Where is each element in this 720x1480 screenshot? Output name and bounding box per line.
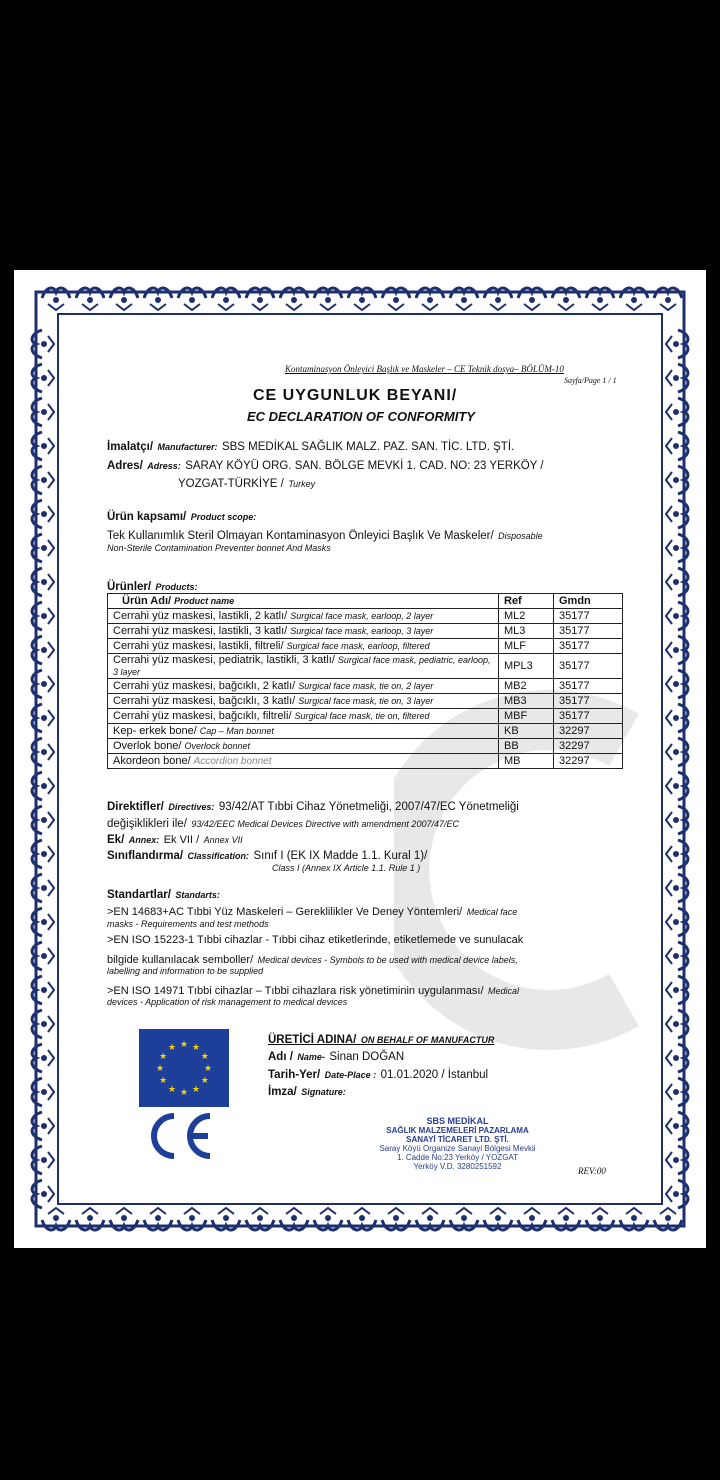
products-label: Ürünler/ xyxy=(107,581,152,593)
border-ornament xyxy=(518,288,546,310)
product-ref-cell: ML3 xyxy=(499,624,554,639)
stamp-line-1: SBS MEDİKAL xyxy=(426,1116,489,1126)
header-page: Sayfa/Page 1 / 1 xyxy=(564,376,617,385)
standard-2-en-b: labelling and information to be supplied xyxy=(107,966,264,976)
stamp-line-4: Saray Köyü Organize Sanayi Bölgesi Mevkii xyxy=(379,1144,536,1153)
address-line2-en: Turkey xyxy=(288,479,316,489)
eu-star-icon: ★ xyxy=(167,1042,177,1053)
border-ornament xyxy=(666,636,688,664)
border-ornament xyxy=(76,288,104,310)
table-row xyxy=(108,724,623,739)
eu-star-icon: ★ xyxy=(191,1042,201,1053)
product-name-tr: Cerrahi yüz maskesi, bağcıklı, 2 katlı/ xyxy=(113,680,296,692)
border-ornament xyxy=(32,1078,54,1106)
standard-2b: bilgide kullanılacak semboller/ xyxy=(107,954,254,966)
product-name-cell xyxy=(108,639,499,654)
annex-value-en: Annex VII xyxy=(203,835,243,845)
manufacturer-label-en: Manufacturer: xyxy=(157,442,218,452)
border-ornament xyxy=(666,534,688,562)
border-ornament xyxy=(666,330,688,358)
products-table xyxy=(107,593,623,769)
product-gmdn-cell: 35177 xyxy=(554,639,623,654)
product-name-tr: Cerrahi yüz maskesi, lastikli, filtreli/ xyxy=(113,640,284,652)
product-name-tr: Cerrahi yüz maskesi, pediatrik, lastikli, 3 katlı/ xyxy=(113,654,335,666)
border-ornament xyxy=(32,840,54,868)
border-ornament xyxy=(32,670,54,698)
standard-1-en-b: masks - Requirements and test methods xyxy=(107,919,269,929)
border-ornament xyxy=(178,288,206,310)
eu-star-icon: ★ xyxy=(179,1039,189,1049)
manufacturer-value: SBS MEDİKAL SAĞLIK MALZ. PAZ. SAN. TİC. LTD. ŞTİ. xyxy=(221,441,515,453)
product-name-en: Surgical face mask, earloop, filtered xyxy=(286,641,430,651)
page-subtitle: EC DECLARATION OF CONFORMITY xyxy=(247,409,475,424)
border-ornament xyxy=(666,466,688,494)
company-stamp-icon xyxy=(360,1116,555,1171)
product-name-tr: Cerrahi yüz maskesi, bağcıklı, 3 katlı/ xyxy=(113,695,296,707)
border-ornament xyxy=(212,1208,240,1230)
border-ornament xyxy=(32,398,54,426)
signoff-title-en: ON BEHALF OF MANUFACTUR xyxy=(360,1035,495,1045)
eu-star-icon: ★ xyxy=(200,1075,209,1085)
eu-star-icon: ★ xyxy=(191,1083,201,1094)
product-ref-cell: ML2 xyxy=(499,609,554,624)
annex-value: Ek VII / xyxy=(163,834,200,846)
signature-label-en: Signature: xyxy=(301,1087,346,1097)
border-ornament xyxy=(654,288,682,310)
col-gmdn: Gmdn xyxy=(554,594,623,609)
standards-label-en: Standarts: xyxy=(175,890,220,900)
standard-1-tr: >EN 14683+AC Tıbbi Yüz Maskeleri – Gereklilikler Ve Deney Yöntemleri/ xyxy=(107,906,463,918)
classification-line xyxy=(107,846,427,864)
border-ornament xyxy=(32,874,54,902)
address-line xyxy=(107,456,544,474)
border-ornament xyxy=(484,1208,512,1230)
border-ornament xyxy=(212,288,240,310)
border-ornament xyxy=(32,364,54,392)
border-ornament xyxy=(654,1208,682,1230)
border-ornament xyxy=(280,288,308,310)
product-name-en: Cap – Man bonnet xyxy=(199,726,274,736)
border-ornament xyxy=(32,976,54,1004)
border-ornament xyxy=(42,288,70,310)
standard-2-tr: >EN ISO 15223-1 Tıbbi cihazlar - Tıbbi cihaz etiketlerinde, etiketlemede ve sunulacak xyxy=(107,934,524,946)
table-header-row xyxy=(108,594,623,609)
eu-flag-icon xyxy=(139,1029,229,1107)
product-ref-cell: KB xyxy=(499,724,554,739)
date-value: 01.01.2020 / İstanbul xyxy=(380,1069,489,1081)
product-ref-cell: MLF xyxy=(499,639,554,654)
standard-3-en-a: Medical xyxy=(487,986,519,996)
date-label: Tarih-Yer/ xyxy=(268,1069,321,1081)
eu-star-icon: ★ xyxy=(167,1083,177,1094)
product-name-cell xyxy=(108,654,499,679)
product-name-cell xyxy=(108,739,499,754)
product-gmdn-cell: 35177 xyxy=(554,679,623,694)
border-ornament xyxy=(246,288,274,310)
border-ornament xyxy=(666,602,688,630)
name-value: Sinan DOĞAN xyxy=(329,1051,405,1063)
scope-text xyxy=(107,526,543,544)
address-line1: SARAY KÖYÜ ORG. SAN. BÖLGE MEVKİ 1. CAD. NO: 23 YERKÖY / xyxy=(185,460,544,472)
table-row xyxy=(108,639,623,654)
stamp-line-3: SANAYİ TİCARET LTD. ŞTİ. xyxy=(406,1135,509,1144)
border-ornament xyxy=(32,602,54,630)
classification-label: Sınıflandırma/ xyxy=(107,850,184,862)
col-product-name xyxy=(108,594,499,609)
product-name-en: Accordion bonnet xyxy=(193,755,272,767)
product-name-cell xyxy=(108,624,499,639)
border-ornament xyxy=(246,1208,274,1230)
border-ornament xyxy=(620,1208,648,1230)
border-ornament xyxy=(32,942,54,970)
scope-label-en: Product scope: xyxy=(190,512,257,522)
product-ref-cell: BB xyxy=(499,739,554,754)
border-ornament xyxy=(416,1208,444,1230)
border-ornament xyxy=(552,1208,580,1230)
standard-1-en-a: Medical face xyxy=(466,907,518,917)
scope-text-en-2: Non-Sterile Contamination Preventer bonnet And Masks xyxy=(107,543,331,553)
product-gmdn-cell: 32297 xyxy=(554,739,623,754)
standard-3-tr: >EN ISO 14971 Tıbbi cihazlar – Tıbbi cihazlara risk yönetiminin uygulanması/ xyxy=(107,985,484,997)
product-name-en: Surgical face mask, tie on, 2 layer xyxy=(298,681,434,691)
border-ornament xyxy=(32,806,54,834)
standard-3-en-b: devices - Application of risk management to medical devices xyxy=(107,997,348,1007)
name-label-en: Name- xyxy=(297,1052,325,1062)
table-row xyxy=(108,609,623,624)
border-ornament xyxy=(666,1078,688,1106)
border-ornament xyxy=(32,704,54,732)
directives-text2-en: 93/42/EEC Medical Devices Directive with amendment 2007/47/EC xyxy=(191,819,459,829)
product-name-tr: Cerrahi yüz maskesi, lastikli, 2 katlı/ xyxy=(113,610,288,622)
classification-label-en: Classification: xyxy=(187,851,250,861)
product-name-en: Overlock bonnet xyxy=(184,741,251,751)
product-gmdn-cell: 32297 xyxy=(554,754,623,769)
border-ornament xyxy=(666,398,688,426)
eu-star-icon: ★ xyxy=(159,1051,168,1061)
border-ornament xyxy=(518,1208,546,1230)
border-ornament xyxy=(666,1146,688,1174)
address-label: Adres/ xyxy=(107,460,143,472)
classification-value: Sınıf I (EK IX Madde 1.1. Kural 1)/ xyxy=(253,850,428,862)
table-row xyxy=(108,754,623,769)
product-ref-cell: MPL3 xyxy=(499,654,554,679)
signoff-date xyxy=(268,1065,488,1083)
product-name-tr: Akordeon bone/ xyxy=(113,754,191,767)
border-ornament xyxy=(32,636,54,664)
product-name-cell xyxy=(108,679,499,694)
product-name-en: Surgical face mask, tie on, 3 layer xyxy=(298,696,434,706)
signoff-title-tr: ÜRETİCİ ADINA/ xyxy=(268,1034,357,1046)
border-ornament xyxy=(32,1180,54,1208)
product-gmdn-cell: 32297 xyxy=(554,724,623,739)
product-name-en: Surgical face mask, pediatric, earloop, 3 layer xyxy=(113,655,491,677)
manufacturer-line xyxy=(107,437,514,455)
product-name-cell xyxy=(108,709,499,724)
border-ornament xyxy=(32,772,54,800)
col-name-tr: Ürün Adı/ xyxy=(122,595,172,607)
product-name-cell xyxy=(108,724,499,739)
eu-star-icon: ★ xyxy=(179,1087,189,1097)
table-row xyxy=(108,624,623,639)
col-ref: Ref xyxy=(499,594,554,609)
border-ornament xyxy=(450,288,478,310)
eu-star-icon: ★ xyxy=(200,1051,209,1061)
product-ref-cell: MB3 xyxy=(499,694,554,709)
product-name-cell xyxy=(108,694,499,709)
border-ornament xyxy=(620,288,648,310)
signoff-signature xyxy=(268,1082,346,1100)
stamp-line-5: 1. Cadde No:23 Yerköy / YOZGAT xyxy=(396,1153,519,1162)
border-ornament xyxy=(32,1146,54,1174)
page-title: CE UYGUNLUK BEYANI/ xyxy=(253,387,458,404)
border-ornament xyxy=(450,1208,478,1230)
annex-label-en: Annex: xyxy=(128,835,160,845)
revision: REV:00 xyxy=(578,1166,606,1176)
border-ornament xyxy=(110,288,138,310)
product-name-en: Surgical face mask, tie on, filtered xyxy=(294,711,430,721)
product-name-cell xyxy=(108,609,499,624)
table-row xyxy=(108,709,623,724)
product-name-en: Surgical face mask, earloop, 2 layer xyxy=(290,611,434,621)
border-ornament xyxy=(32,534,54,562)
header-doc-ref: Kontaminasyon Önleyici Başlık ve Maskeler – CE Teknik dosya– BÖLÜM-10 xyxy=(285,364,564,374)
scope-label: Ürün kapsamı/ xyxy=(107,511,187,523)
signoff-name xyxy=(268,1047,404,1065)
product-name-en: Surgical face mask, earloop, 3 layer xyxy=(290,626,434,636)
border-ornament xyxy=(416,288,444,310)
border-ornament xyxy=(666,364,688,392)
classification-value-en: Class I (Annex IX Article 1.1. Rule 1 ) xyxy=(272,863,421,873)
border-ornament xyxy=(32,466,54,494)
address-line2: YOZGAT-TÜRKİYE / xyxy=(178,478,284,490)
border-ornament xyxy=(484,288,512,310)
border-ornament xyxy=(314,1208,342,1230)
border-ornament xyxy=(382,1208,410,1230)
address-label-en: Adress: xyxy=(147,461,181,471)
border-ornament xyxy=(666,432,688,460)
standard-1 xyxy=(107,902,517,920)
border-ornament xyxy=(32,432,54,460)
product-name-tr: Kep- erkek bone/ xyxy=(113,725,197,737)
name-label: Adı / xyxy=(268,1051,293,1063)
border-ornament xyxy=(32,908,54,936)
border-ornament xyxy=(32,330,54,358)
products-label-en: Products: xyxy=(155,582,198,592)
border-ornament xyxy=(666,500,688,528)
border-ornament xyxy=(32,1112,54,1140)
signoff-title xyxy=(268,1030,494,1048)
eu-star-icon: ★ xyxy=(155,1063,165,1073)
product-gmdn-cell: 35177 xyxy=(554,624,623,639)
stamp-line-2: SAĞLIK MALZEMELERİ PAZARLAMA xyxy=(386,1126,529,1135)
border-ornament xyxy=(348,288,376,310)
standards-label: Standartlar/ xyxy=(107,889,171,901)
border-ornament xyxy=(666,568,688,596)
directives-text1: 93/42/AT Tıbbi Cihaz Yönetmeliği, 2007/47/EC Yönetmeliği xyxy=(218,801,519,813)
scope-text-tr: Tek Kullanımlık Steril Olmayan Kontaminasyon Önleyici Başlık Ve Maskeler/ xyxy=(107,530,494,542)
border-ornament xyxy=(666,1180,688,1208)
border-ornament xyxy=(382,288,410,310)
signature-label: İmza/ xyxy=(268,1086,297,1098)
date-label-en: Date-Place : xyxy=(324,1070,377,1080)
border-ornament xyxy=(552,288,580,310)
border-ornament xyxy=(32,1044,54,1072)
border-ornament xyxy=(586,1208,614,1230)
border-ornament xyxy=(666,1112,688,1140)
directives-label-en: Directives: xyxy=(168,802,215,812)
border-ornament xyxy=(586,288,614,310)
product-ref-cell: MB xyxy=(499,754,554,769)
border-ornament xyxy=(32,738,54,766)
eu-star-icon: ★ xyxy=(203,1063,213,1073)
col-name-en: Product name xyxy=(174,596,235,606)
border-ornament xyxy=(42,1208,70,1230)
product-name-tr: Cerrahi yüz maskesi, bağcıklı, filtreli/ xyxy=(113,710,292,722)
border-ornament xyxy=(348,1208,376,1230)
standard-2-en-a: Medical devices - Symbols to be used with medical device labels, xyxy=(257,955,518,965)
product-name-tr: Cerrahi yüz maskesi, lastikli, 3 katlı/ xyxy=(113,625,288,637)
stamp-line-6: Yerköy V.D. 3280251592 xyxy=(413,1162,502,1171)
standards-heading xyxy=(107,885,220,903)
annex-label: Ek/ xyxy=(107,834,125,846)
product-gmdn-cell: 35177 xyxy=(554,694,623,709)
product-gmdn-cell: 35177 xyxy=(554,654,623,679)
border-ornament xyxy=(32,500,54,528)
border-ornament xyxy=(110,1208,138,1230)
table-row xyxy=(108,679,623,694)
product-name-tr: Overlok bone/ xyxy=(113,740,182,752)
eu-star-icon: ★ xyxy=(159,1075,168,1085)
directives-line xyxy=(107,797,519,815)
border-ornament xyxy=(76,1208,104,1230)
manufacturer-label: İmalatçı/ xyxy=(107,441,154,453)
border-ornament xyxy=(32,568,54,596)
product-ref-cell: MB2 xyxy=(499,679,554,694)
border-ornament xyxy=(32,1010,54,1038)
table-row xyxy=(108,694,623,709)
table-row xyxy=(108,739,623,754)
border-ornament xyxy=(280,1208,308,1230)
product-name-cell xyxy=(108,754,499,769)
address-line-2 xyxy=(178,474,315,492)
border-ornament xyxy=(314,288,342,310)
border-ornament xyxy=(144,1208,172,1230)
scope-heading xyxy=(107,507,256,525)
product-gmdn-cell: 35177 xyxy=(554,709,623,724)
table-row xyxy=(108,654,623,679)
directives-text2: değişiklikleri ile/ xyxy=(107,818,187,830)
ce-mark-icon xyxy=(144,1110,216,1162)
product-gmdn-cell: 35177 xyxy=(554,609,623,624)
border-ornament xyxy=(178,1208,206,1230)
border-ornament xyxy=(144,288,172,310)
scope-text-en-1: Disposable xyxy=(498,531,543,541)
directives-label: Direktifler/ xyxy=(107,801,164,813)
product-ref-cell: MBF xyxy=(499,709,554,724)
